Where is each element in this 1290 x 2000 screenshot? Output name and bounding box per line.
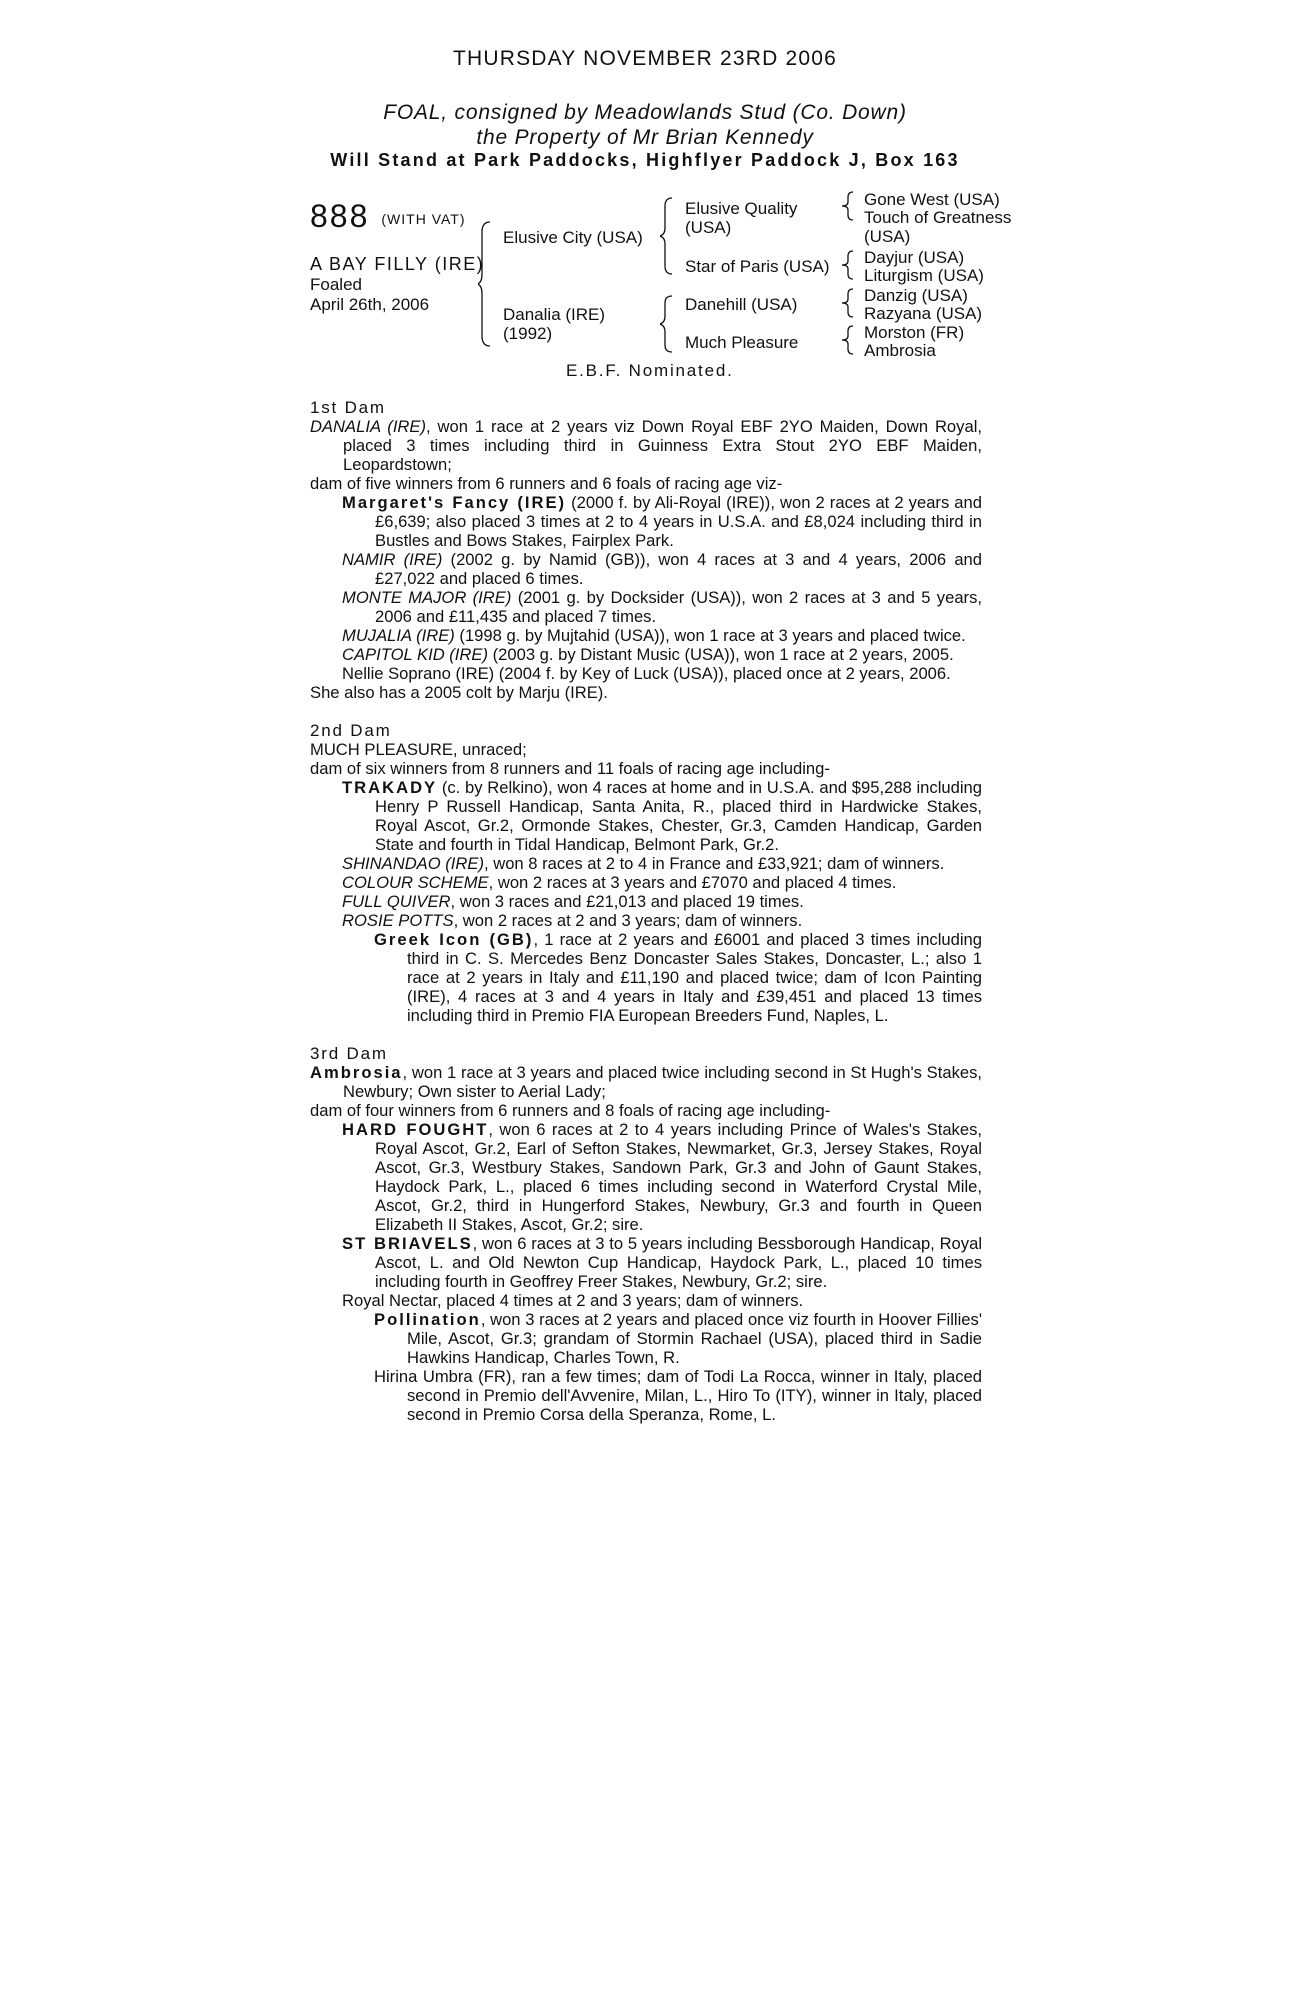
owner-line: the Property of Mr Brian Kennedy — [476, 126, 814, 149]
second-dam-heading: 2nd Dam — [310, 721, 392, 740]
pedigree-ggd-4: Ambrosia — [864, 341, 936, 360]
pedigree-sire: Elusive City (USA) — [503, 228, 643, 247]
third-dam-name: Ambrosia — [310, 1063, 403, 1082]
first-dam-also: She also has a 2005 colt by Marju (IRE). — [310, 683, 608, 702]
grandproduce-entry: Hirina Umbra (FR), ran a few times; dam of Todi La Rocca, winner in Italy, placed second in Premio dell'Avvenire, Milan, L., Hiro To (ITY), winner in Italy, placed second in Premio Corsa della Speranza, Rome, L. — [374, 1367, 982, 1424]
third-dam-heading: 3rd Dam — [310, 1044, 388, 1063]
produce-entry: Margaret's Fancy (IRE) (2000 f. by Ali-Royal (IRE)), won 2 races at 2 years and £6,639; also placed 3 times at 2 to 4 years in U.S.A. and £8,024 including third in Bustles and Bows Stakes, Fairplex Park. — [342, 493, 982, 550]
produce-entry: HARD FOUGHT, won 6 races at 2 to 4 years including Prince of Wales's Stakes, Royal Ascot, Gr.2, Earl of Sefton Stakes, Newmarket, Gr.3, Jersey Stakes, Royal Ascot, Gr.3, Westbury Stakes, Sandown Park, Gr.3 and John of Gaunt Stakes, Haydock Park, L., placed 6 times including second in Waterford Crystal Mile, Ascot, Gr.2, third in Hungerford Stakes, Newbury, Gr.3 and fourth in Queen Elizabeth II Stakes, Ascot, Gr.2; sire. — [342, 1120, 982, 1234]
pedigree-dam-sire: Danehill (USA) — [685, 295, 798, 314]
produce-entry: Royal Nectar, placed 4 times at 2 and 3 years; dam of winners. — [342, 1291, 804, 1310]
catalogue-text — [310, 398, 982, 1424]
pedigree-brace-main — [478, 220, 502, 348]
pedigree-ggd-1-country: (USA) — [864, 227, 911, 246]
produce-entry: FULL QUIVER, won 3 races and £21,013 and placed 19 times. — [342, 892, 804, 911]
second-dam-summary: dam of six winners from 8 runners and 11 foals of racing age including- — [310, 759, 830, 778]
sale-date: THURSDAY NOVEMBER 23RD 2006 — [452, 47, 838, 70]
produce-entry: SHINANDAO (IRE), won 8 races at 2 to 4 in France and £33,921; dam of winners. — [342, 854, 945, 873]
pedigree-ggd-2: Liturgism (USA) — [864, 266, 984, 285]
produce-entry: ST BRIAVELS, won 6 races at 3 to 5 years including Bessborough Handicap, Royal Ascot, L. and Old Newton Cup Handicap, Haydock Park, L., placed 10 times including fourth in Geoffrey Freer Stakes, Newbury, Gr.2; sire. — [342, 1234, 983, 1291]
pedigree-ggs-2: Dayjur (USA) — [864, 248, 965, 267]
first-dam-heading: 1st Dam — [310, 398, 386, 417]
pedigree-sire-sire: Elusive Quality — [685, 199, 798, 218]
produce-entry: NAMIR (IRE) (2002 g. by Namid (GB)), won 4 races at 3 and 4 years, 2006 and £27,022 and placed 6 times. — [342, 550, 983, 588]
foaled-date: April 26th, 2006 — [310, 295, 430, 314]
pedigree-dam: Danalia (IRE) — [503, 305, 606, 324]
vat-label: (WITH VAT) — [381, 210, 466, 227]
consignor-line: FOAL, consigned by Meadowlands Stud (Co. Down) — [383, 101, 907, 124]
pedigree-brace-dam — [660, 294, 680, 354]
produce-entry: MONTE MAJOR (IRE) (2001 g. by Docksider (USA)), won 2 races at 3 and 5 years, 2006 and £11,435 and placed 7 times. — [342, 588, 982, 626]
pedigree-brace-3 — [842, 287, 860, 319]
pedigree-ggd-1: Touch of Greatness — [864, 208, 1012, 227]
produce-entry: Nellie Soprano (IRE) (2004 f. by Key of Luck (USA)), placed once at 2 years, 2006. — [342, 664, 951, 683]
lot-number: 888 — [310, 198, 370, 234]
pedigree-sire-dam: Star of Paris (USA) — [685, 257, 830, 276]
first-dam-name: DANALIA (IRE) — [310, 417, 427, 436]
lot-number-row — [310, 198, 466, 235]
second-dam-record: MUCH PLEASURE, unraced; — [310, 740, 527, 759]
produce-entry: COLOUR SCHEME, won 2 races at 3 years and £7070 and placed 4 times. — [342, 873, 897, 892]
produce-entry: TRAKADY (c. by Relkino), won 4 races at home and in U.S.A. and $95,288 including Henry P Russell Handicap, Santa Anita, R., placed third in Hardwicke Stakes, Royal Ascot, Gr.2, Ormonde Stakes, Chester, Gr.3, Camden Handicap, Garden State and fourth in Tidal Handicap, Belmont Park, Gr.2. — [342, 778, 982, 854]
first-dam-record: DANALIA (IRE), won 1 race at 2 years viz Down Royal EBF 2YO Maiden, Down Royal, placed 3 times including third in Guinness Extra Stout 2YO EBF Maiden, Leopardstown; — [310, 417, 982, 474]
third-dam-record: Ambrosia, won 1 race at 3 years and placed twice including second in St Hugh's Stakes, Newbury; Own sister to Aerial Lady; — [310, 1063, 982, 1101]
first-dam-summary: dam of five winners from 6 runners and 6 foals of racing age viz- — [310, 474, 783, 493]
produce-entry: CAPITOL KID (IRE) (2003 g. by Distant Music (USA)), won 1 race at 2 years, 2005. — [342, 645, 954, 664]
ebf-nominated: E.B.F. Nominated. — [566, 361, 734, 380]
pedigree-brace-2 — [842, 249, 860, 281]
pedigree-brace-4 — [842, 324, 860, 356]
lot-description: A BAY FILLY (IRE) — [310, 254, 485, 274]
grandproduce-entry: Greek Icon (GB), 1 race at 2 years and £6001 and placed 3 times including third in C. S. Mercedes Benz Doncaster Sales Stakes, Doncaster, L.; also 1 race at 2 years in Italy and £11,190 and placed twice; dam of Icon Painting (IRE), 4 races at 3 and 4 years in Italy and £39,451 and placed 13 times including third in Premio FIA European Breeders Fund, Naples, L. — [374, 930, 983, 1025]
pedigree-ggd-3: Razyana (USA) — [864, 304, 983, 323]
pedigree-ggs-4: Morston (FR) — [864, 323, 965, 342]
produce-entry: ROSIE POTTS, won 2 races at 2 and 3 years; dam of winners. — [342, 911, 803, 930]
pedigree-ggs-1: Gone West (USA) — [864, 190, 1000, 209]
produce-entry: MUJALIA (IRE) (1998 g. by Mujtahid (USA)), won 1 race at 3 years and placed twice. — [342, 626, 966, 645]
stand-location: Will Stand at Park Paddocks, Highflyer Paddock J, Box 163 — [330, 150, 960, 170]
foaled-label: Foaled — [310, 275, 362, 294]
pedigree-dam-year: (1992) — [503, 324, 553, 343]
pedigree-sire-sire-country: (USA) — [685, 218, 732, 237]
pedigree-dam-dam: Much Pleasure — [685, 333, 799, 352]
third-dam-summary: dam of four winners from 6 runners and 8 foals of racing age including- — [310, 1101, 831, 1120]
pedigree-brace-sire — [660, 196, 680, 276]
pedigree-ggs-3: Danzig (USA) — [864, 286, 968, 305]
pedigree-brace-1 — [842, 190, 860, 222]
grandproduce-entry: Pollination, won 3 races at 2 years and placed once viz fourth in Hoover Fillies' Mile, Ascot, Gr.3; grandam of Stormin Rachael (USA), placed third in Sadie Hawkins Handicap, Charles Town, R. — [374, 1310, 982, 1367]
